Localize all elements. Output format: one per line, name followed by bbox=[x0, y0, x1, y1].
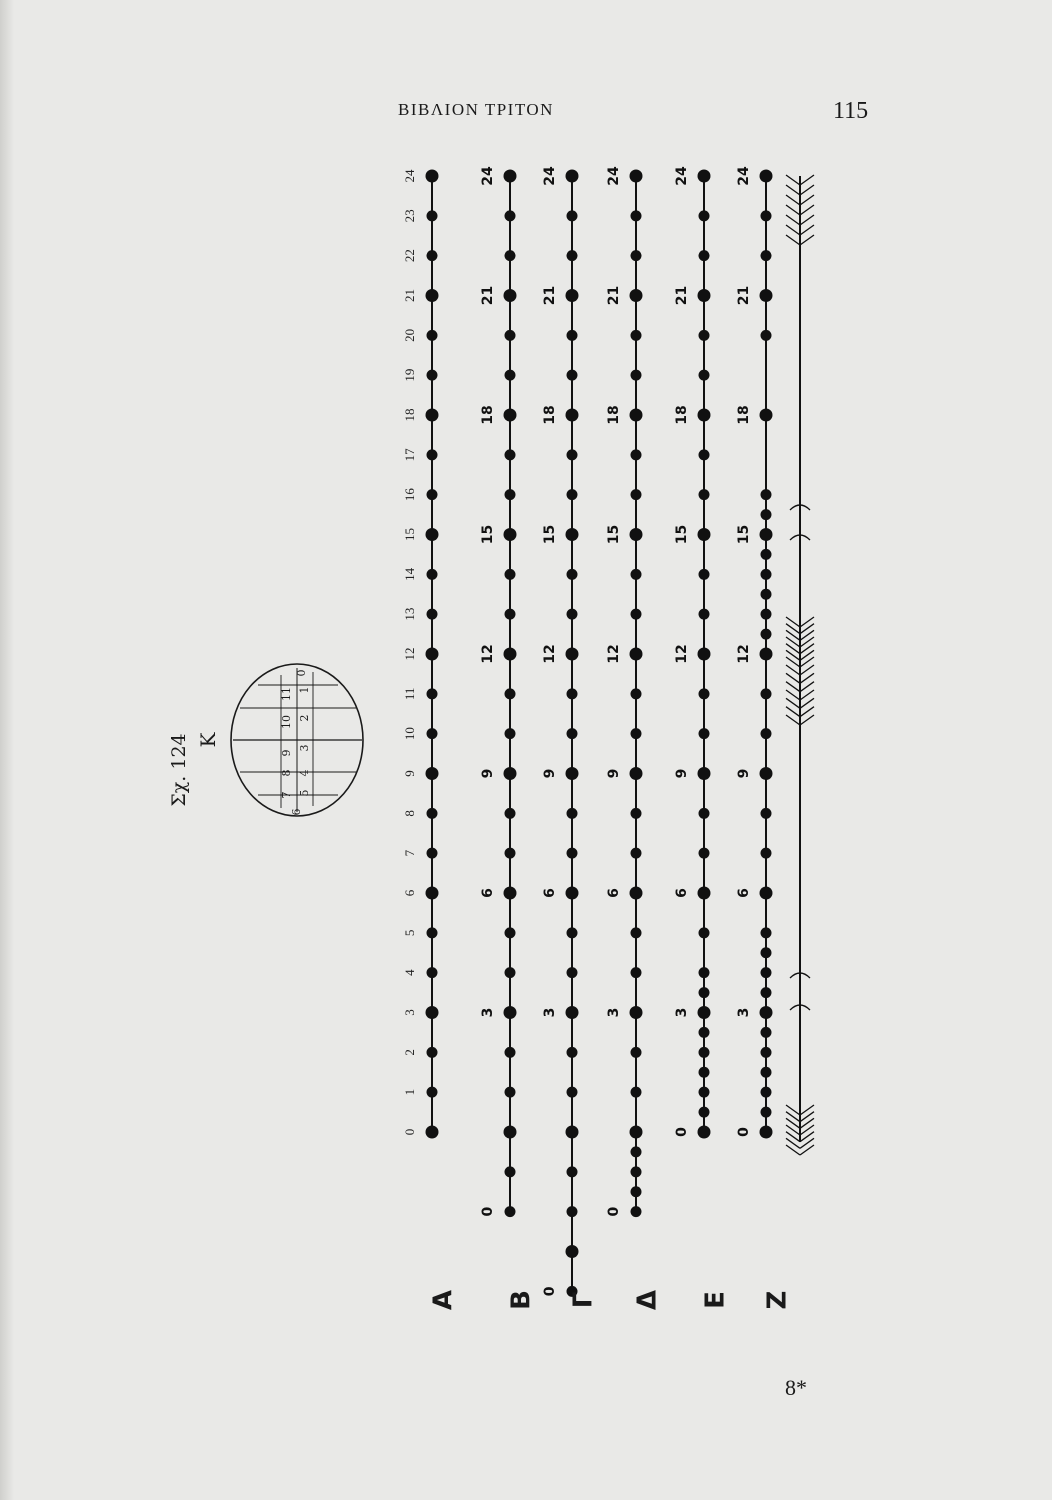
tick-label: 4 bbox=[401, 969, 417, 976]
rhythm-dot bbox=[505, 370, 516, 381]
tick-label: 9 bbox=[401, 770, 417, 777]
rhythm-dot bbox=[505, 210, 516, 221]
mark-label: 12 bbox=[674, 644, 690, 664]
arrow-feather bbox=[800, 715, 814, 725]
rhythm-dot bbox=[630, 887, 643, 900]
rhythm-dot bbox=[698, 1006, 711, 1019]
mark-label: 24 bbox=[606, 166, 622, 186]
tick-label: 18 bbox=[401, 408, 417, 422]
mark-label: 3 bbox=[480, 1007, 496, 1018]
rhythm-dot bbox=[567, 1166, 578, 1177]
rhythm-dot bbox=[761, 569, 772, 580]
rhythm-dot bbox=[504, 1126, 517, 1139]
rhythm-dot bbox=[761, 808, 772, 819]
circle-number: 0 bbox=[295, 669, 308, 677]
tick-label: 15 bbox=[401, 528, 417, 541]
rhythm-dot bbox=[630, 1006, 643, 1019]
rhythm-dot bbox=[631, 1047, 642, 1058]
rhythm-dot bbox=[427, 250, 438, 261]
tick-label: 23 bbox=[401, 209, 417, 223]
mark-label: 6 bbox=[674, 888, 690, 898]
rhythm-dot bbox=[631, 330, 642, 341]
rhythm-dot bbox=[567, 1206, 578, 1217]
arrow-feather bbox=[800, 225, 814, 235]
mark-label: 18 bbox=[736, 405, 752, 425]
rhythm-dot bbox=[631, 1206, 642, 1217]
rhythm-dot bbox=[760, 409, 773, 422]
arrow-feather bbox=[786, 175, 800, 185]
mark-label: 18 bbox=[674, 405, 690, 425]
rhythm-dot bbox=[504, 1006, 517, 1019]
rhythm-dot bbox=[566, 409, 579, 422]
rhythm-dot bbox=[427, 330, 438, 341]
rhythm-dot bbox=[567, 250, 578, 261]
running-head: ΒΙΒΛΙΟΝ ΤΡΙΤΟΝ bbox=[398, 100, 554, 119]
rhythm-dot bbox=[427, 967, 438, 978]
rhythm-dot bbox=[427, 370, 438, 381]
circle-number: 9 bbox=[280, 749, 293, 757]
tick-label: 10 bbox=[401, 727, 417, 741]
tick-label: 11 bbox=[401, 687, 417, 701]
circle-numbers bbox=[280, 670, 311, 816]
rhythm-dot bbox=[505, 927, 516, 938]
rhythm-dot bbox=[698, 767, 711, 780]
rhythm-dot bbox=[426, 528, 439, 541]
rhythm-dot bbox=[427, 1047, 438, 1058]
row-letter: Ε bbox=[700, 1291, 731, 1309]
rhythm-dot bbox=[699, 449, 710, 460]
tick-label: 17 bbox=[401, 448, 417, 462]
rhythm-dot bbox=[427, 449, 438, 460]
figure-caption: Σχ. 124 bbox=[168, 733, 190, 807]
mark-label: 12 bbox=[542, 644, 558, 664]
rhythm-dot bbox=[427, 808, 438, 819]
circle-number: 6 bbox=[290, 808, 303, 816]
rhythm-dot bbox=[505, 330, 516, 341]
rhythm-dot bbox=[631, 1186, 642, 1197]
rhythm-dot bbox=[761, 1067, 772, 1078]
arrow-feather bbox=[800, 195, 814, 205]
rhythm-dot bbox=[631, 1166, 642, 1177]
page-number: 115 bbox=[833, 98, 869, 124]
rhythm-dot bbox=[426, 887, 439, 900]
rhythm-dot bbox=[761, 509, 772, 520]
rhythm-dot bbox=[631, 967, 642, 978]
circle-number: 8 bbox=[280, 769, 293, 777]
mark-label: 9 bbox=[736, 768, 752, 779]
circle-number: 7 bbox=[280, 791, 293, 799]
rhythm-dot bbox=[699, 848, 710, 859]
rhythm-dot bbox=[426, 409, 439, 422]
rhythm-dot bbox=[427, 688, 438, 699]
mark-label: 24 bbox=[736, 166, 752, 186]
rhythm-dot bbox=[699, 330, 710, 341]
mark-label: 15 bbox=[606, 524, 622, 545]
tick-label: 16 bbox=[401, 488, 417, 502]
rhythm-dot bbox=[761, 1027, 772, 1038]
arrow-feather bbox=[800, 690, 814, 700]
rhythm-dot bbox=[427, 848, 438, 859]
rhythm-dot bbox=[567, 569, 578, 580]
mark-label: 24 bbox=[542, 166, 558, 186]
mark-label: 0 bbox=[480, 1206, 496, 1217]
mark-label: 18 bbox=[606, 405, 622, 425]
arrow-feather bbox=[786, 707, 800, 717]
rhythm-dot bbox=[761, 589, 772, 600]
rhythm-dot bbox=[631, 609, 642, 620]
mark-label: 21 bbox=[542, 285, 558, 306]
rhythm-dot bbox=[566, 289, 579, 302]
rhythm-dot bbox=[567, 449, 578, 460]
rhythm-dot bbox=[505, 569, 516, 580]
rhythm-dot bbox=[426, 289, 439, 302]
row-letter: Γ bbox=[568, 1291, 599, 1309]
mark-label: 0 bbox=[736, 1127, 752, 1137]
tick-label: 1 bbox=[401, 1088, 417, 1096]
rhythm-dot bbox=[504, 887, 517, 900]
rhythm-dot bbox=[505, 1206, 516, 1217]
rhythm-dot bbox=[760, 528, 773, 541]
rhythm-dot bbox=[631, 210, 642, 221]
arrow-feather bbox=[786, 665, 800, 675]
rhythm-rows bbox=[426, 166, 793, 1310]
rhythm-dot bbox=[699, 370, 710, 381]
rhythm-dot bbox=[427, 489, 438, 500]
rhythm-dot bbox=[698, 170, 711, 183]
tick-label: 7 bbox=[401, 849, 417, 857]
arrow-feather bbox=[786, 235, 800, 245]
rhythm-dot bbox=[761, 947, 772, 958]
rhythm-dot bbox=[504, 409, 517, 422]
mark-label: 6 bbox=[606, 888, 622, 898]
rhythm-dot bbox=[760, 767, 773, 780]
circle-number: 11 bbox=[280, 687, 293, 701]
rhythm-dot bbox=[567, 848, 578, 859]
rhythm-dot bbox=[505, 250, 516, 261]
rhythm-dot bbox=[698, 289, 711, 302]
mark-label: 12 bbox=[480, 644, 496, 664]
mark-label: 9 bbox=[674, 768, 690, 779]
rhythm-dot bbox=[761, 489, 772, 500]
rhythm-dot bbox=[426, 767, 439, 780]
rhythm-dot bbox=[504, 648, 517, 661]
rhythm-dot bbox=[760, 289, 773, 302]
signature-mark: 8* bbox=[785, 1375, 807, 1400]
mark-label: 12 bbox=[606, 644, 622, 664]
rhythm-dot bbox=[699, 250, 710, 261]
rhythm-dot bbox=[630, 767, 643, 780]
mark-label: 15 bbox=[542, 524, 558, 545]
rhythm-dot bbox=[761, 927, 772, 938]
rhythm-dot bbox=[699, 987, 710, 998]
rhythm-dot bbox=[631, 1146, 642, 1157]
arrow-feather bbox=[786, 715, 800, 725]
rhythm-dot bbox=[698, 1126, 711, 1139]
figure-caption-group bbox=[168, 733, 190, 806]
rhythm-dot bbox=[699, 967, 710, 978]
divided-circle bbox=[231, 664, 363, 816]
rhythm-dot bbox=[699, 808, 710, 819]
mark-label: 3 bbox=[674, 1007, 690, 1018]
arrow-feather bbox=[800, 673, 814, 683]
mark-label: 3 bbox=[606, 1007, 622, 1018]
rhythm-dot bbox=[630, 289, 643, 302]
rhythm-dot bbox=[426, 170, 439, 183]
mark-label: 12 bbox=[736, 644, 752, 664]
rhythm-dot bbox=[760, 170, 773, 183]
rhythm-dot bbox=[505, 449, 516, 460]
rhythm-dot bbox=[760, 887, 773, 900]
rhythm-dot bbox=[698, 887, 711, 900]
rhythm-dot bbox=[426, 648, 439, 661]
rhythm-dot bbox=[631, 370, 642, 381]
rhythm-dot bbox=[505, 728, 516, 739]
mark-label: 21 bbox=[674, 285, 690, 306]
rhythm-dot bbox=[567, 808, 578, 819]
tick-label: 2 bbox=[401, 1049, 417, 1056]
rhythm-dot bbox=[761, 629, 772, 640]
rhythm-dot bbox=[631, 449, 642, 460]
circle-number: 3 bbox=[298, 744, 311, 752]
tick-label: 21 bbox=[401, 289, 417, 302]
rhythm-dot bbox=[505, 808, 516, 819]
circle-number: 4 bbox=[298, 769, 311, 777]
rhythm-dot bbox=[427, 609, 438, 620]
rhythm-dot bbox=[505, 967, 516, 978]
scale-ticks bbox=[402, 169, 417, 1135]
rhythm-dot bbox=[699, 728, 710, 739]
mark-label: 15 bbox=[480, 524, 496, 545]
mark-label: 0 bbox=[674, 1127, 690, 1137]
circle-number: 10 bbox=[280, 715, 293, 729]
row-letter: Β bbox=[506, 1290, 537, 1310]
rhythm-dot bbox=[505, 1047, 516, 1058]
rhythm-dot bbox=[760, 1006, 773, 1019]
rhythm-dot bbox=[698, 409, 711, 422]
arrow-feather bbox=[800, 215, 814, 225]
rhythm-dot bbox=[567, 1087, 578, 1098]
rhythm-dot bbox=[566, 767, 579, 780]
tick-label: 20 bbox=[401, 328, 417, 342]
mark-label: 3 bbox=[736, 1007, 752, 1018]
rhythm-dot bbox=[761, 848, 772, 859]
rhythm-dot bbox=[631, 808, 642, 819]
mark-label: 6 bbox=[736, 888, 752, 898]
rhythm-dot bbox=[761, 549, 772, 560]
arrow-feather bbox=[800, 235, 814, 245]
rhythm-dot bbox=[631, 848, 642, 859]
arrow-feather bbox=[786, 673, 800, 683]
rhythm-dot bbox=[761, 609, 772, 620]
rhythm-dot bbox=[566, 528, 579, 541]
rhythm-dot bbox=[566, 887, 579, 900]
mark-label: 21 bbox=[736, 285, 752, 306]
rhythm-dot bbox=[567, 1047, 578, 1058]
rhythm-dot bbox=[566, 1245, 579, 1258]
rhythm-dot bbox=[505, 1087, 516, 1098]
rhythm-dot bbox=[505, 489, 516, 500]
rhythm-dot bbox=[566, 1006, 579, 1019]
arrow-feather bbox=[800, 698, 814, 708]
rhythm-dot bbox=[699, 688, 710, 699]
rhythm-dot bbox=[505, 688, 516, 699]
mark-label: 24 bbox=[480, 166, 496, 186]
mark-label: 3 bbox=[542, 1007, 558, 1018]
rhythm-dot bbox=[630, 528, 643, 541]
rhythm-dot bbox=[698, 648, 711, 661]
mark-label: 15 bbox=[736, 524, 752, 545]
rhythm-dot bbox=[504, 528, 517, 541]
rhythm-dot bbox=[631, 250, 642, 261]
mark-label: 18 bbox=[542, 405, 558, 425]
rhythm-dot bbox=[760, 1126, 773, 1139]
rhythm-dot bbox=[761, 210, 772, 221]
rhythm-dot bbox=[699, 927, 710, 938]
tick-label: 24 bbox=[401, 169, 417, 183]
row-letter: Α bbox=[428, 1289, 459, 1311]
rhythm-dot bbox=[699, 1047, 710, 1058]
tick-label: 0 bbox=[401, 1128, 417, 1136]
arrow-feather bbox=[786, 225, 800, 235]
arrow-feather bbox=[800, 175, 814, 185]
mark-label: 9 bbox=[606, 768, 622, 779]
circle-label: Κ bbox=[196, 732, 220, 748]
rhythm-dot bbox=[760, 648, 773, 661]
mark-label: 9 bbox=[542, 768, 558, 779]
arrow-line bbox=[786, 175, 814, 1155]
mark-label: 21 bbox=[606, 285, 622, 306]
row-letter: Δ bbox=[632, 1289, 663, 1311]
rhythm-dot bbox=[631, 569, 642, 580]
rhythm-dot bbox=[567, 927, 578, 938]
tick-label: 19 bbox=[401, 368, 417, 382]
rhythm-dot bbox=[567, 688, 578, 699]
rhythm-dot bbox=[761, 1107, 772, 1118]
mark-label: 0 bbox=[606, 1206, 622, 1217]
arrow-feather bbox=[786, 682, 800, 692]
rhythm-dot bbox=[699, 569, 710, 580]
mark-label: 24 bbox=[674, 166, 690, 186]
rhythm-dot bbox=[567, 210, 578, 221]
rhythm-dot bbox=[761, 688, 772, 699]
mark-label: 6 bbox=[480, 888, 496, 898]
rhythm-dot bbox=[567, 370, 578, 381]
arrow-feather bbox=[800, 205, 814, 215]
row-letter: Ζ bbox=[762, 1290, 793, 1310]
rhythm-dot bbox=[631, 688, 642, 699]
rhythm-dot bbox=[427, 728, 438, 739]
tick-label: 6 bbox=[401, 889, 417, 897]
tick-label: 12 bbox=[401, 647, 417, 661]
rhythm-dot bbox=[505, 848, 516, 859]
rhythm-dot bbox=[567, 967, 578, 978]
rhythm-dot bbox=[761, 250, 772, 261]
rhythm-dot bbox=[427, 569, 438, 580]
rhythm-dot bbox=[427, 927, 438, 938]
rhythm-dot bbox=[630, 1126, 643, 1139]
arrow-feather bbox=[800, 665, 814, 675]
arrow-feather bbox=[786, 215, 800, 225]
rhythm-dot bbox=[504, 289, 517, 302]
rhythm-dot bbox=[761, 987, 772, 998]
rhythm-dot bbox=[761, 967, 772, 978]
mark-label: 6 bbox=[542, 888, 558, 898]
tick-label: 14 bbox=[401, 567, 417, 581]
rhythm-dot bbox=[567, 489, 578, 500]
rhythm-dot bbox=[427, 210, 438, 221]
rhythm-dot bbox=[631, 1087, 642, 1098]
rhythm-dot bbox=[505, 609, 516, 620]
tick-label: 13 bbox=[401, 607, 417, 621]
circle-label-group bbox=[196, 731, 220, 747]
arrow-feather bbox=[786, 690, 800, 700]
rhythm-dot bbox=[761, 1047, 772, 1058]
tick-label: 5 bbox=[401, 929, 417, 937]
rhythm-dot bbox=[566, 1126, 579, 1139]
rhythm-dot bbox=[699, 1027, 710, 1038]
arrow-feather bbox=[800, 707, 814, 717]
rhythm-dot bbox=[566, 170, 579, 183]
mark-label: 0 bbox=[542, 1286, 558, 1297]
mark-label: 21 bbox=[480, 285, 496, 306]
mark-label: 15 bbox=[674, 524, 690, 545]
rhythm-dot bbox=[699, 1107, 710, 1118]
circle-number: 1 bbox=[298, 686, 311, 694]
arrow-feather bbox=[786, 205, 800, 215]
rhythm-dot bbox=[427, 1087, 438, 1098]
rhythm-dot bbox=[504, 767, 517, 780]
tick-label: 8 bbox=[401, 810, 417, 817]
rhythm-dot bbox=[426, 1126, 439, 1139]
mark-label: 18 bbox=[480, 405, 496, 425]
rhythm-dot bbox=[631, 489, 642, 500]
rhythm-dot bbox=[505, 1166, 516, 1177]
tick-label: 22 bbox=[401, 249, 417, 263]
rhythm-dot bbox=[761, 728, 772, 739]
arrow-feather bbox=[786, 185, 800, 195]
rhythm-dot bbox=[699, 609, 710, 620]
rhythm-dot bbox=[567, 728, 578, 739]
arrow-feather bbox=[786, 698, 800, 708]
arrow-feather bbox=[800, 682, 814, 692]
mark-label: 9 bbox=[480, 768, 496, 779]
rhythm-dot bbox=[698, 528, 711, 541]
rhythm-dot bbox=[761, 330, 772, 341]
rhythm-dot bbox=[567, 609, 578, 620]
rhythm-dot bbox=[699, 489, 710, 500]
rhythm-dot bbox=[761, 1087, 772, 1098]
arrow-feather bbox=[786, 195, 800, 205]
rhythm-dot bbox=[567, 330, 578, 341]
rhythm-dot bbox=[631, 927, 642, 938]
tick-label: 3 bbox=[401, 1009, 417, 1016]
arrow-feather bbox=[800, 185, 814, 195]
rhythm-dot bbox=[699, 1067, 710, 1078]
circle-number: 5 bbox=[298, 789, 311, 797]
rhythm-dot bbox=[699, 210, 710, 221]
rhythm-dot bbox=[566, 648, 579, 661]
rhythm-dot bbox=[630, 170, 643, 183]
rhythm-dot bbox=[631, 728, 642, 739]
rhythm-dot bbox=[699, 1087, 710, 1098]
rhythm-dot bbox=[630, 648, 643, 661]
rhythm-dot bbox=[504, 170, 517, 183]
rhythm-dot bbox=[426, 1006, 439, 1019]
circle-number: 2 bbox=[298, 714, 311, 722]
rhythm-dot bbox=[630, 409, 643, 422]
